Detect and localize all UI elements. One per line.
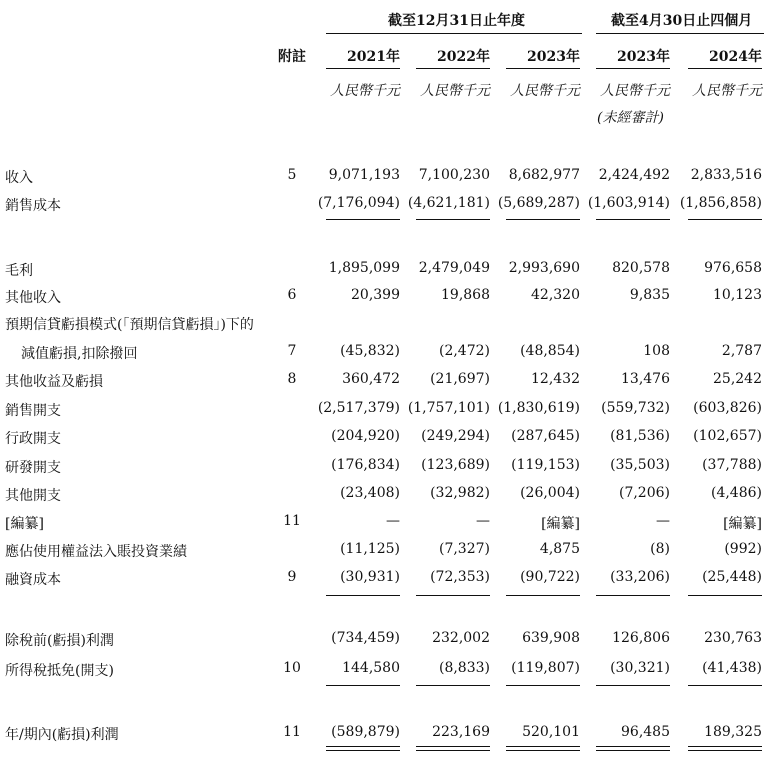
row-note: 6 xyxy=(287,287,297,303)
row-label: 減值虧損,扣除撥回 xyxy=(21,346,138,362)
row-label: 銷售成本 xyxy=(5,198,61,214)
unit-2023-4m: 人民幣千元 xyxy=(600,83,670,99)
row-value-col-1: 1,895,099 xyxy=(328,260,400,276)
unit-2024-4m: 人民幣千元 xyxy=(692,83,762,99)
year-header-2022: 2022年 xyxy=(437,49,490,65)
row-note: 11 xyxy=(283,724,301,740)
unit-2022: 人民幣千元 xyxy=(420,83,490,99)
row-note: 8 xyxy=(287,371,297,387)
row-value-col-1: — xyxy=(386,513,400,529)
row-value-col-2: (1,757,101) xyxy=(407,400,490,416)
row-note: 7 xyxy=(287,343,297,359)
row-value-col-2: 19,868 xyxy=(441,287,490,303)
year-rule-2022 xyxy=(416,68,490,69)
row-value-col-5: 25,242 xyxy=(713,371,762,387)
row-value-col-3: (26,004) xyxy=(520,485,580,501)
row-value-col-1: 20,399 xyxy=(351,287,400,303)
row-label: [編纂] xyxy=(5,516,44,532)
year-header-2024-4m: 2024年 xyxy=(709,49,762,65)
row-note: 10 xyxy=(283,660,301,676)
row-value-col-2: (72,353) xyxy=(430,569,490,585)
row-value-col-1: (7,176,094) xyxy=(317,195,400,211)
row-value-col-1: (30,931) xyxy=(340,569,400,585)
row-value-col-1: 360,472 xyxy=(342,371,400,387)
row-value-col-5: (4,486) xyxy=(710,485,762,501)
row-value-col-2: (21,697) xyxy=(430,371,490,387)
row-value-col-5: (37,788) xyxy=(702,457,762,473)
row-value-col-3: [編纂] xyxy=(541,516,580,532)
subtotal-rule-gross-profit-col-2 xyxy=(416,219,490,220)
row-value-col-2: 2,479,049 xyxy=(418,260,490,276)
unaudited-note: (未經審計) xyxy=(597,110,664,126)
group-header-fiscal-year: 截至12月31日止年度 xyxy=(388,13,525,29)
row-value-col-2: (32,982) xyxy=(430,485,490,501)
row-label: 行政開支 xyxy=(5,431,61,447)
row-value-col-5: 10,123 xyxy=(713,287,762,303)
row-value-col-3: (119,153) xyxy=(511,457,580,473)
row-value-col-4: (1,603,914) xyxy=(587,195,670,211)
year-header-2023-4m: 2023年 xyxy=(617,49,670,65)
row-label: 應佔使用權益法入賬投資業績 xyxy=(5,544,187,560)
total-double-rule-col-2 xyxy=(416,746,490,751)
group-header-four-months: 截至4月30日止四個月 xyxy=(611,13,753,29)
row-value-col-5: [編纂] xyxy=(723,516,762,532)
row-value-col-3: 12,432 xyxy=(531,371,580,387)
row-value-col-4: 126,806 xyxy=(612,630,670,646)
row-value-col-3: (90,722) xyxy=(520,569,580,585)
row-value-col-5: 230,763 xyxy=(704,630,762,646)
subtotal-rule-profit-col-4 xyxy=(596,685,670,686)
row-label: 毛利 xyxy=(5,263,33,279)
row-value-col-2: (7,327) xyxy=(438,541,490,557)
row-value-col-3: (287,645) xyxy=(511,428,580,444)
subtotal-rule-profit-col-5 xyxy=(688,685,762,686)
row-value-col-3: 2,993,690 xyxy=(508,260,580,276)
row-value-col-4: (33,206) xyxy=(610,569,670,585)
year-header-2021: 2021年 xyxy=(347,49,400,65)
row-value-col-3: (119,807) xyxy=(511,660,580,676)
row-value-col-2: (4,621,181) xyxy=(407,195,490,211)
row-value-col-1: 9,071,193 xyxy=(328,167,400,183)
row-value-col-4: (35,503) xyxy=(610,457,670,473)
subtotal-rule-profit-col-3 xyxy=(506,685,580,686)
row-value-col-5: (992) xyxy=(724,541,762,557)
row-value-col-3: 4,875 xyxy=(539,541,580,557)
year-rule-2023 xyxy=(506,68,580,69)
row-label: 年/期內(虧損)利潤 xyxy=(5,727,119,743)
year-header-2023: 2023年 xyxy=(527,49,580,65)
row-value-col-1: 144,580 xyxy=(342,660,400,676)
subtotal-rule-gross-profit-col-3 xyxy=(506,219,580,220)
row-value-col-1: (23,408) xyxy=(340,485,400,501)
row-value-col-2: 232,002 xyxy=(432,630,490,646)
row-value-col-2: (8,833) xyxy=(438,660,490,676)
row-value-col-4: 108 xyxy=(643,343,670,359)
row-value-col-5: 2,787 xyxy=(721,343,762,359)
total-double-rule-col-5 xyxy=(688,746,762,751)
row-value-col-5: (603,826) xyxy=(693,400,762,416)
row-value-col-2: (2,472) xyxy=(438,343,490,359)
row-value-col-4: — xyxy=(656,513,670,529)
row-note: 11 xyxy=(283,513,301,529)
year-rule-2023-4m xyxy=(596,68,670,69)
total-double-rule-col-3 xyxy=(506,746,580,751)
subtotal-rule-gross-profit-col-4 xyxy=(596,219,670,220)
subtotal-rule-before-tax-col-5 xyxy=(688,595,762,596)
unit-2023: 人民幣千元 xyxy=(510,83,580,99)
row-value-col-1: (176,834) xyxy=(331,457,400,473)
row-value-col-3: (5,689,287) xyxy=(497,195,580,211)
row-value-col-3: (48,854) xyxy=(520,343,580,359)
row-value-col-1: (2,517,379) xyxy=(317,400,400,416)
row-label: 其他收入 xyxy=(5,290,61,306)
row-value-col-4: 9,835 xyxy=(629,287,670,303)
subtotal-rule-before-tax-col-4 xyxy=(596,595,670,596)
row-label: 收入 xyxy=(5,170,33,186)
row-label: 其他開支 xyxy=(5,488,61,504)
row-value-col-4: 13,476 xyxy=(621,371,670,387)
row-value-col-1: (11,125) xyxy=(340,541,400,557)
year-rule-2024-4m xyxy=(688,68,762,69)
total-double-rule-col-1 xyxy=(326,746,400,751)
row-value-col-3: 8,682,977 xyxy=(508,167,580,183)
row-label: 所得稅抵免(開支) xyxy=(5,663,114,679)
row-label: 除稅前(虧損)利潤 xyxy=(5,633,114,649)
row-value-col-4: (7,206) xyxy=(618,485,670,501)
row-value-col-1: (734,459) xyxy=(331,630,400,646)
row-note: 5 xyxy=(287,167,297,183)
row-value-col-2: — xyxy=(476,513,490,529)
row-value-col-4: (559,732) xyxy=(601,400,670,416)
row-value-col-4: 96,485 xyxy=(621,724,670,740)
row-label: 其他收益及虧損 xyxy=(5,374,103,390)
row-value-col-2: 223,169 xyxy=(432,724,490,740)
row-label: 融資成本 xyxy=(5,572,61,588)
note-column-header: 附註 xyxy=(278,49,306,65)
year-rule-2021 xyxy=(326,68,400,69)
header-rule-four-months xyxy=(596,33,764,34)
row-value-col-1: (589,879) xyxy=(331,724,400,740)
row-value-col-4: (81,536) xyxy=(610,428,670,444)
header-rule-fiscal-year xyxy=(326,33,582,34)
row-note: 9 xyxy=(287,569,297,585)
subtotal-rule-gross-profit-col-5 xyxy=(688,219,762,220)
subtotal-rule-before-tax-col-1 xyxy=(326,595,400,596)
subtotal-rule-profit-col-2 xyxy=(416,685,490,686)
subtotal-rule-profit-col-1 xyxy=(326,685,400,686)
row-label: 銷售開支 xyxy=(5,403,61,419)
row-value-col-2: 7,100,230 xyxy=(418,167,490,183)
row-label: 預期信貸虧損模式(「預期信貸虧損」)下的 xyxy=(5,317,254,333)
row-value-col-5: 2,833,516 xyxy=(690,167,762,183)
row-value-col-5: (1,856,858) xyxy=(679,195,762,211)
subtotal-rule-before-tax-col-3 xyxy=(506,595,580,596)
row-value-col-4: (8) xyxy=(650,541,670,557)
unit-2021: 人民幣千元 xyxy=(330,83,400,99)
row-value-col-3: (1,830,619) xyxy=(497,400,580,416)
row-value-col-2: (123,689) xyxy=(421,457,490,473)
row-label: 研發開支 xyxy=(5,460,61,476)
row-value-col-3: 42,320 xyxy=(531,287,580,303)
row-value-col-3: 520,101 xyxy=(522,724,580,740)
subtotal-rule-gross-profit-col-1 xyxy=(326,219,400,220)
row-value-col-1: (45,832) xyxy=(340,343,400,359)
row-value-col-5: (41,438) xyxy=(702,660,762,676)
row-value-col-4: 820,578 xyxy=(612,260,670,276)
total-double-rule-col-4 xyxy=(596,746,670,751)
row-value-col-3: 639,908 xyxy=(522,630,580,646)
row-value-col-4: 2,424,492 xyxy=(598,167,670,183)
subtotal-rule-before-tax-col-2 xyxy=(416,595,490,596)
row-value-col-1: (204,920) xyxy=(331,428,400,444)
row-value-col-5: (25,448) xyxy=(702,569,762,585)
row-value-col-2: (249,294) xyxy=(421,428,490,444)
row-value-col-5: 976,658 xyxy=(704,260,762,276)
row-value-col-5: (102,657) xyxy=(693,428,762,444)
row-value-col-5: 189,325 xyxy=(704,724,762,740)
row-value-col-4: (30,321) xyxy=(610,660,670,676)
